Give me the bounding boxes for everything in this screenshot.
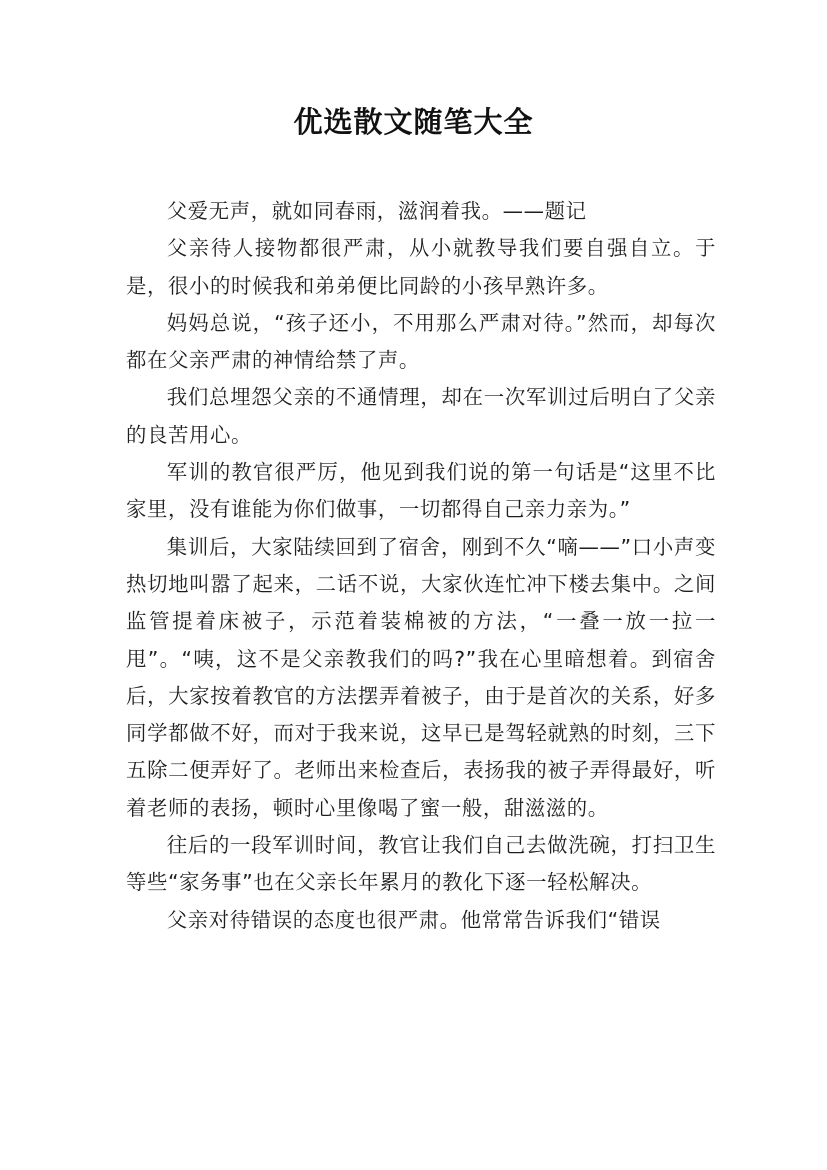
paragraph: 集训后，大家陆续回到了宿舍，刚到不久“嘀——”口小声变热切地叫嚣了起来，二话不说，大家伙连忙冲下楼去集中。之间监管提着床被子，示范着装棉被的方法，“一叠一放一拉一甩”。“咦，这不是父亲教我们的吗?”我在心里暗想着。到宿舍后，大家按着教官的方法摆弄着被子，由于是首次的关系，好多同学都做不好，而对于我来说，这早已是驾轻就熟的时刻，三下五除二便弄好了。老师出来检查后，表扬我的被子弄得最好，听着老师的表扬，顿时心里像喝了蜜一般，甜滋滋的。 [126,534,716,820]
document-title: 优选散文随笔大全 [293,105,534,139]
paragraph: 军训的教官很严厉，他见到我们说的第一句话是“这里不比家里，没有谁能为你们做事，一切都得自己亲力亲为。” [126,460,716,522]
paragraph: 父亲待人接物都很严肃，从小就教导我们要自强自立。于是，很小的时候我和弟弟便比同龄的小孩早熟许多。 [126,236,716,298]
document-body [126,193,716,939]
paragraph: 我们总埋怨父亲的不通情理，却在一次军训过后明白了父亲的良苦用心。 [126,385,716,447]
paragraph-epigraph: 父爱无声，就如同春雨，滋润着我。——题记 [166,199,587,223]
paragraph: 往后的一段军训时间，教官让我们自己去做洗碗，打扫卫生等些“家务事”也在父亲长年累月的教化下逐一轻松解决。 [126,833,716,895]
paragraph: 父亲对待错误的态度也很严肃。他常常告诉我们“错误 [166,907,661,932]
paragraph: 妈妈总说，“孩子还小，不用那么严肃对待。”然而，却每次都在父亲严肃的神情给禁了声。 [126,310,716,373]
